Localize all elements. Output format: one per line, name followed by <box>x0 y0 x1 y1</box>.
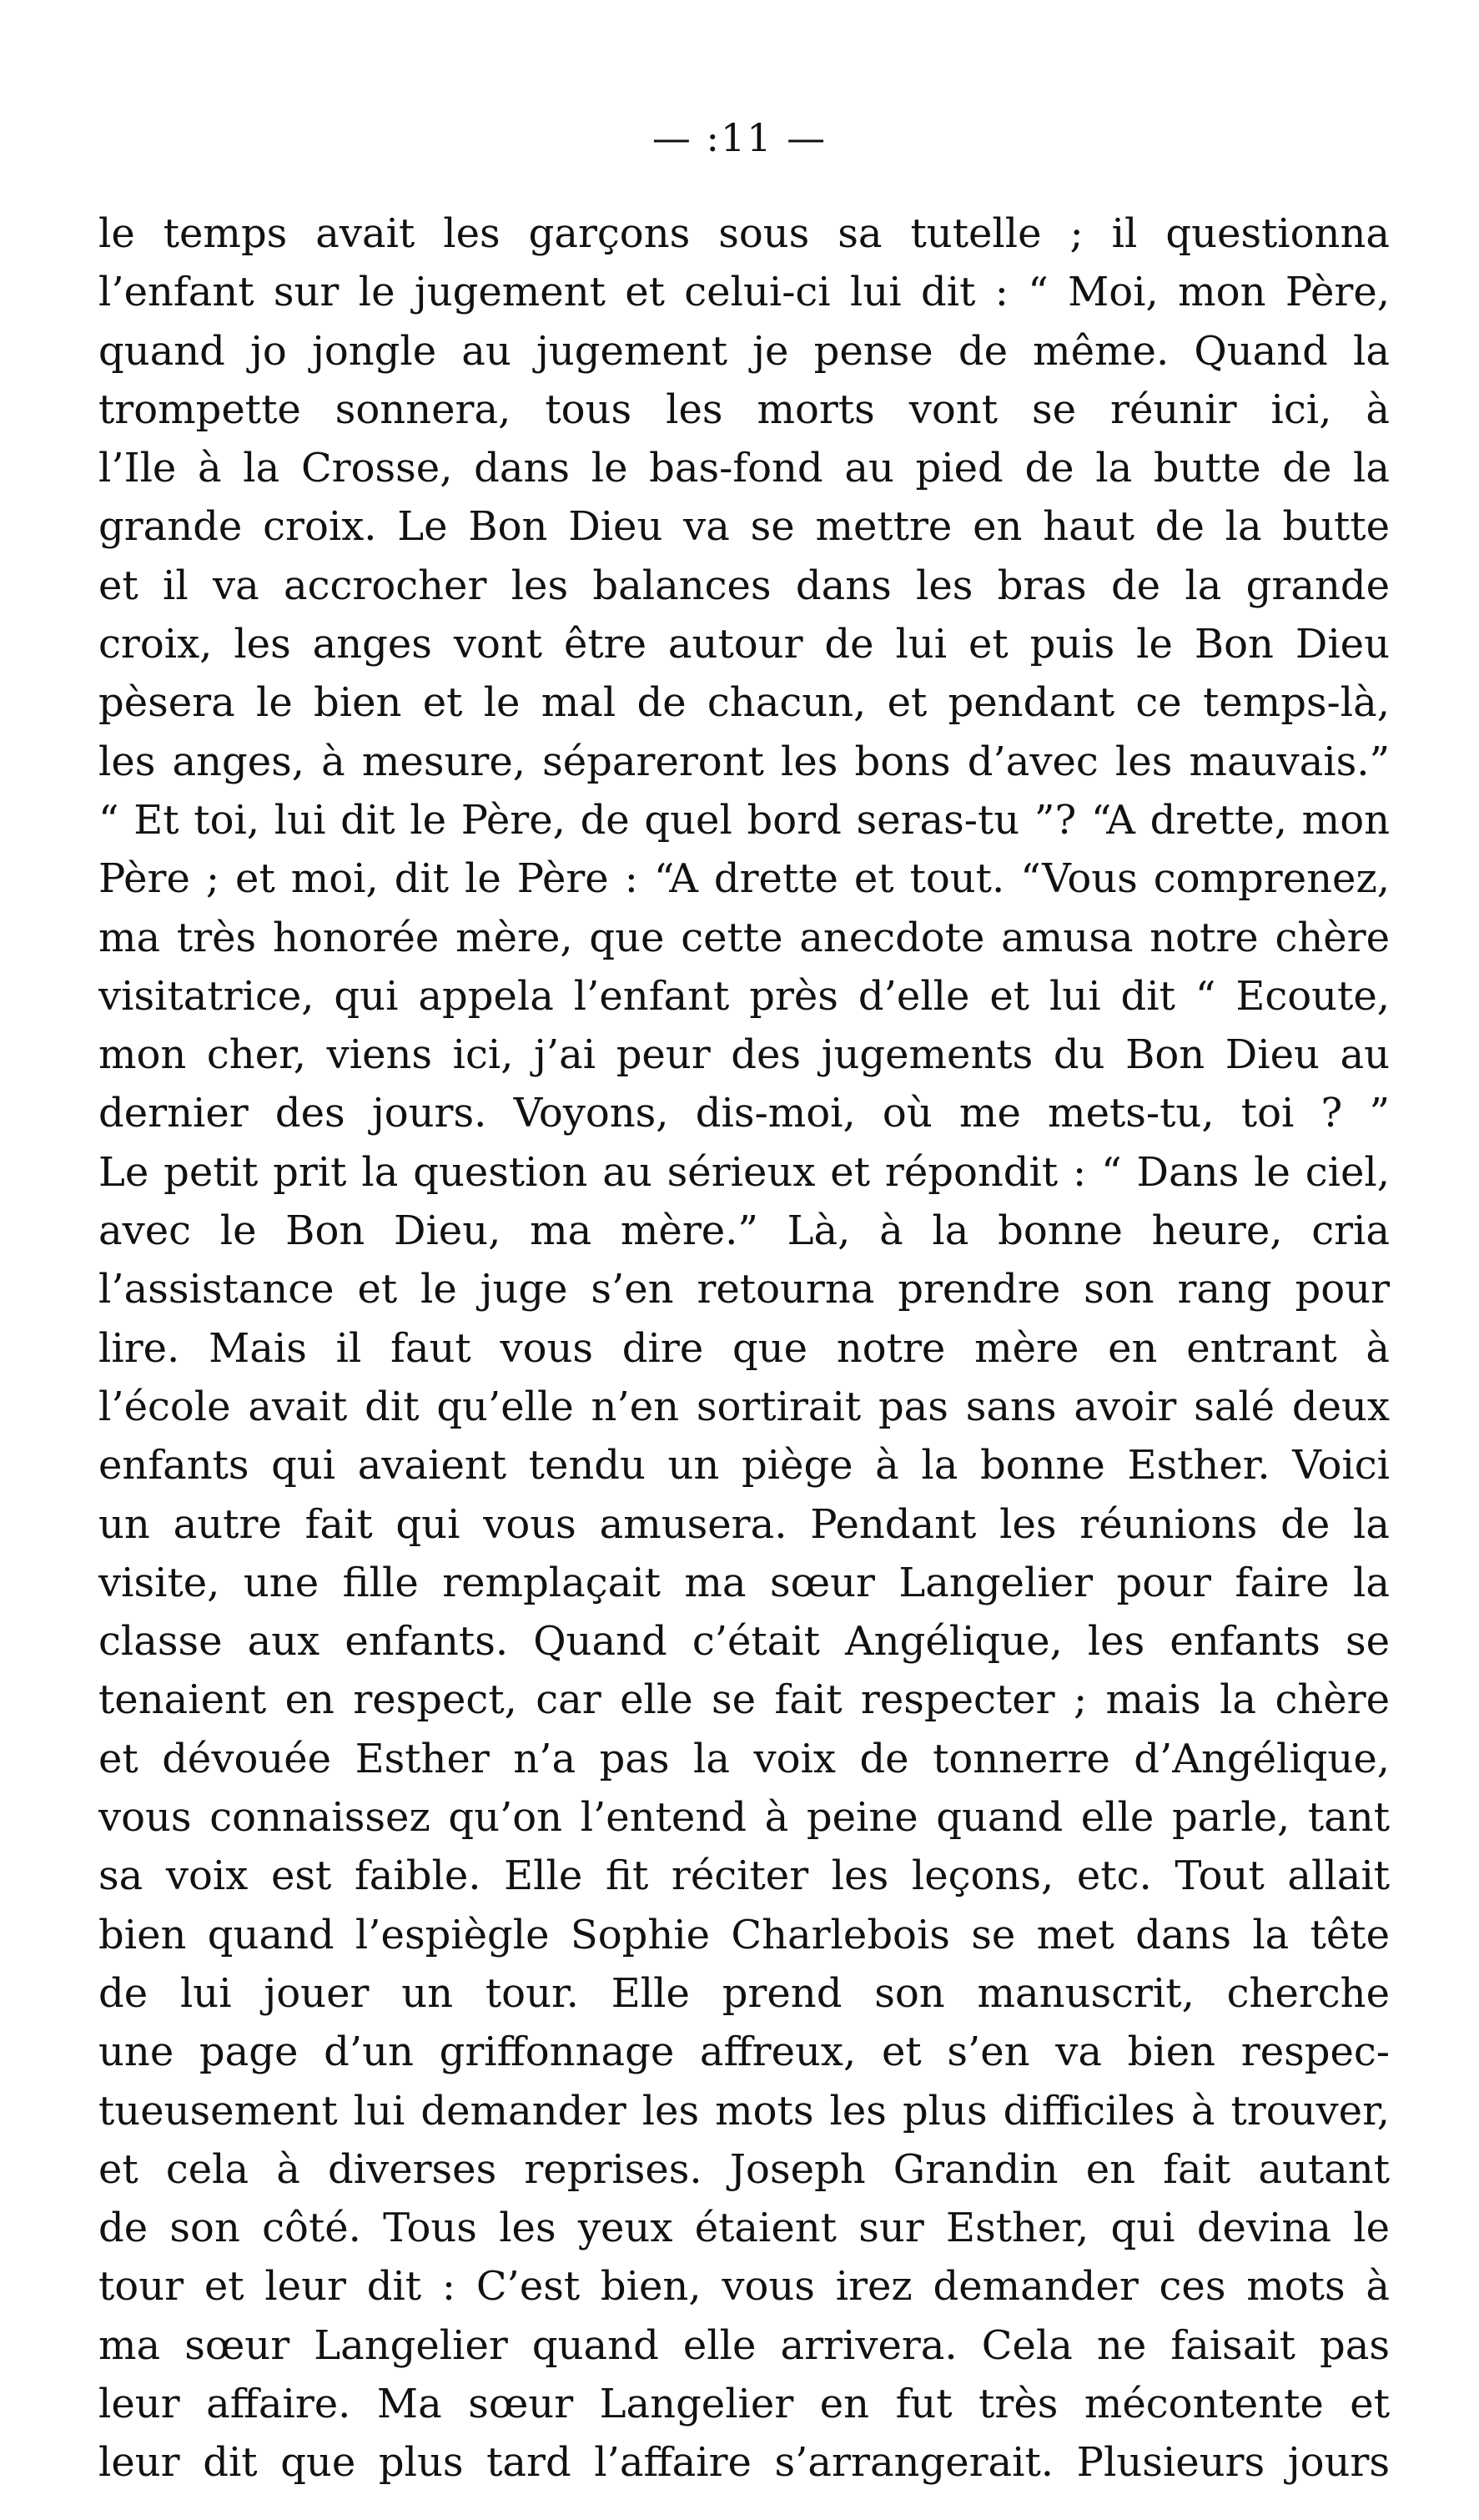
page-number: — :11 — <box>651 115 828 160</box>
text-line: visite, une fille remplaçait ma sœur Langelier pour faire la <box>98 1559 1390 1606</box>
text-line: de son côté. Tous les yeux étaient sur Esther, qui devina le <box>98 2205 1390 2252</box>
text-line: de lui jouer un tour. Elle prend son manuscrit, cherche <box>98 1969 1390 2017</box>
text-line: tueusement lui demander les mots les plus difficiles à trouver, <box>98 2087 1390 2134</box>
text-line: grande croix. Le Bon Dieu va se mettre en haut de la butte <box>98 503 1390 551</box>
text-line: ma très honorée mère, que cette anecdote amusa notre chère <box>98 914 1390 961</box>
text-line: les anges, à mesure, sépareront les bons d’avec les mauvais.” <box>98 738 1390 785</box>
text-line: classe aux enfants. Quand c’était Angélique, les enfants se <box>98 1618 1390 1666</box>
text-line: croix, les anges vont être autour de lui et puis le Bon Dieu <box>98 621 1390 668</box>
text-line: “ Et toi, lui dit le Père, de quel bord seras-tu ”? “A drette, mon <box>98 796 1390 844</box>
text-line: l’assistance et le juge s’en retourna prendre son rang pour <box>98 1266 1390 1313</box>
text-line: lire. Mais il faut vous dire que notre mère en entrant à <box>98 1324 1390 1372</box>
text-line: quand jo jongle au jugement je pense de même. Quand la <box>98 327 1390 375</box>
text-line: tour et leur dit : C’est bien, vous irez demander ces mots à <box>98 2263 1390 2311</box>
body-text <box>98 204 1390 2492</box>
text-line: sa voix est faible. Elle fit réciter les leçons, etc. Tout allait <box>98 1852 1390 1900</box>
text-line: Le petit prit la question au sérieux et répondit : “ Dans le ciel, <box>98 1148 1390 1196</box>
text-line: tenaient en respect, car elle se fait respecter ; mais la chère <box>98 1676 1390 1724</box>
text-line: ma sœur Langelier quand elle arrivera. Cela ne faisait pas <box>98 2321 1390 2369</box>
text-line: l’Ile à la Crosse, dans le bas-fond au pied de la butte de la <box>98 445 1390 492</box>
text-line: une page d’un griffonnage affreux, et s’en va bien respec- <box>98 2029 1390 2076</box>
text-line: leur affaire. Ma sœur Langelier en fut très mécontente et <box>98 2380 1390 2427</box>
text-line: avec le Bon Dieu, ma mère.” Là, à la bonne heure, cria <box>98 1207 1390 1255</box>
text-line: leur dit que plus tard l’affaire s’arrangerait. Plusieurs jours <box>98 2439 1390 2487</box>
text-line: et cela à diverses reprises. Joseph Grandin en fait autant <box>98 2145 1390 2193</box>
text-line: visitatrice, qui appela l’enfant près d’elle et lui dit “ Ecoute, <box>98 972 1390 1020</box>
text-line: bien quand l’espiègle Sophie Charlebois se met dans la tête <box>98 1911 1390 1958</box>
text-line: trompette sonnera, tous les morts vont se réunir ici, à <box>98 386 1390 433</box>
text-line: pèsera le bien et le mal de chacun, et pendant ce temps-là, <box>98 679 1390 727</box>
text-line: vous connaissez qu’on l’entend à peine quand elle parle, tant <box>98 1794 1390 1842</box>
text-line: l’enfant sur le jugement et celui-ci lui dit : “ Moi, mon Père, <box>98 269 1390 316</box>
text-line: Père ; et moi, dit le Père : “A drette et tout. “Vous comprenez, <box>98 855 1390 903</box>
text-line: un autre fait qui vous amusera. Pendant les réunions de la <box>98 1500 1390 1548</box>
text-line: enfants qui avaient tendu un piège à la bonne Esther. Voici <box>98 1442 1390 1489</box>
text-line: et dévouée Esther n’a pas la voix de tonnerre d’Angélique, <box>98 1735 1390 1782</box>
text-line: le temps avait les garçons sous sa tutelle ; il questionna <box>98 210 1390 257</box>
text-line: l’école avait dit qu’elle n’en sortirait pas sans avoir salé deux <box>98 1383 1390 1430</box>
text-line: mon cher, viens ici, j’ai peur des jugements du Bon Dieu au <box>98 1031 1390 1079</box>
text-line: et il va accrocher les balances dans les bras de la grande <box>98 562 1390 609</box>
text-line: dernier des jours. Voyons, dis-moi, où me mets-tu, toi ? ” <box>98 1090 1390 1137</box>
